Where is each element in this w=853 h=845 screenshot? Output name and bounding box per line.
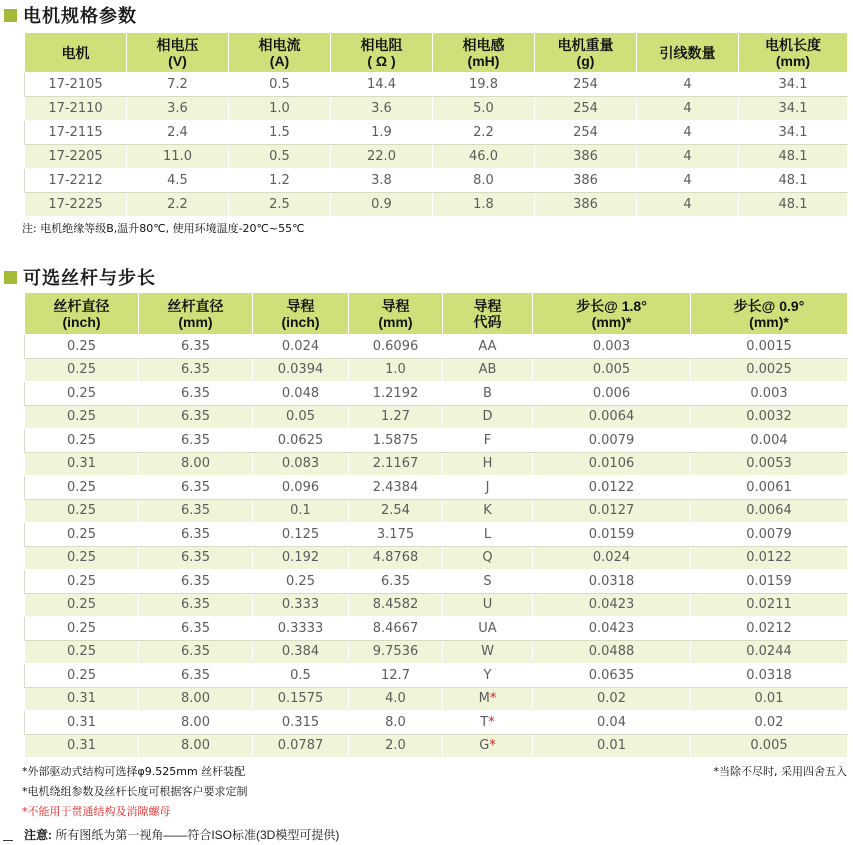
table-cell: 0.024 (533, 546, 691, 570)
column-header-line1: 相电流 (258, 36, 301, 53)
column-header-line1: 导程 (381, 297, 410, 314)
table-cell: 46.0 (433, 145, 535, 169)
table-cell: 0.0159 (691, 570, 848, 594)
table-cell: 2.2 (433, 121, 535, 145)
table-row (25, 145, 848, 169)
column-header (331, 33, 433, 73)
table-cell: 2.4 (127, 121, 229, 145)
table-row (25, 73, 848, 97)
table-cell: 11.0 (127, 145, 229, 169)
table-cell: 0.0787 (253, 734, 349, 758)
table-cell: 0.0032 (691, 405, 848, 429)
table-cell: 0.0064 (533, 405, 691, 429)
column-header-line2: (mm) (378, 313, 413, 330)
table-row (25, 193, 848, 217)
table-cell: 6.35 (139, 358, 253, 382)
table-cell: 0.25 (25, 664, 139, 688)
table-cell: H (443, 452, 533, 476)
table-cell: 6.35 (139, 382, 253, 406)
table-cell: 0.0122 (691, 546, 848, 570)
column-header (127, 33, 229, 73)
table-row (25, 570, 848, 594)
motor-spec-table (24, 32, 848, 217)
table-cell: 0.02 (691, 711, 848, 735)
table-cell: AA (443, 335, 533, 359)
table-cell: 0.333 (253, 593, 349, 617)
table-cell: 4.0 (349, 687, 443, 711)
column-header-line1: 电机长度 (765, 36, 821, 53)
table-cell: 1.27 (349, 405, 443, 429)
table-cell: 0.25 (25, 382, 139, 406)
table-cell: 0.125 (253, 523, 349, 547)
table-cell: 0.1 (253, 499, 349, 523)
column-header-line1: 引线数量 (659, 44, 716, 61)
table-cell: 0.01 (691, 687, 848, 711)
table-row (25, 546, 848, 570)
column-header-line2: (mm) (178, 313, 213, 330)
table-cell: 4 (637, 97, 739, 121)
table-cell: 0.25 (25, 476, 139, 500)
table-cell: 0.083 (253, 452, 349, 476)
table-cell: 0.0244 (691, 640, 848, 664)
table-cell: 0.384 (253, 640, 349, 664)
table-cell: 0.0064 (691, 499, 848, 523)
table-cell: 0.0394 (253, 358, 349, 382)
table-row (25, 405, 848, 429)
table-cell: L (443, 523, 533, 547)
table-cell: 4 (637, 73, 739, 97)
column-header-line2: (V) (168, 52, 187, 69)
section-title-text: 可选丝杆与步长 (23, 268, 156, 288)
table-cell: K (443, 499, 533, 523)
column-header-line2: (g) (576, 52, 595, 69)
table-cell: 6.35 (139, 405, 253, 429)
table-cell: 0.0211 (691, 593, 848, 617)
table-cell: 0.25 (25, 617, 139, 641)
table-cell: 0.31 (25, 687, 139, 711)
table-cell: W (443, 640, 533, 664)
table-row (25, 358, 848, 382)
table-cell: 0.003 (533, 335, 691, 359)
section-title-lead-screw (4, 264, 156, 290)
table-cell: 1.0 (229, 97, 331, 121)
table-cell: 0.25 (25, 640, 139, 664)
column-header (253, 293, 349, 335)
table-cell: 8.00 (139, 734, 253, 758)
table-cell: 254 (535, 73, 637, 97)
table-row (25, 476, 848, 500)
table-cell: Q (443, 546, 533, 570)
footer-text: 所有图纸为第一视角——符合ISO标准(3D模型可提供) (52, 828, 340, 842)
table-cell: 3.6 (127, 97, 229, 121)
table-cell: 2.4384 (349, 476, 443, 500)
asterisk-mark: * (488, 714, 495, 730)
table-cell: 386 (535, 145, 637, 169)
column-header-line1: 丝杆直径 (53, 297, 110, 314)
table-row (25, 97, 848, 121)
table-cell: 22.0 (331, 145, 433, 169)
table-row (25, 617, 848, 641)
table-cell: U (443, 593, 533, 617)
table-cell: 0.25 (25, 429, 139, 453)
table-cell: M* (443, 687, 533, 711)
table-cell: 6.35 (139, 593, 253, 617)
table-row (25, 382, 848, 406)
table-cell: 0.0122 (533, 476, 691, 500)
table-cell: 8.0 (433, 169, 535, 193)
table-cell: 0.192 (253, 546, 349, 570)
column-header-line2: (mm)* (591, 313, 632, 330)
table-cell: 19.8 (433, 73, 535, 97)
table-cell: T* (443, 711, 533, 735)
table-cell: 12.7 (349, 664, 443, 688)
table-cell: 0.25 (253, 570, 349, 594)
column-header (691, 293, 848, 335)
table-cell: 0.25 (25, 335, 139, 359)
table-cell: 8.0 (349, 711, 443, 735)
table-cell: 0.0212 (691, 617, 848, 641)
table-cell: 2.54 (349, 499, 443, 523)
table-cell: 0.25 (25, 593, 139, 617)
footer-label: 注意: (24, 828, 52, 842)
table-cell: 1.8 (433, 193, 535, 217)
table-row (25, 499, 848, 523)
table-cell: 2.1167 (349, 452, 443, 476)
table-cell: F (443, 429, 533, 453)
table-cell: AB (443, 358, 533, 382)
table-row (25, 640, 848, 664)
table-cell: 0.0635 (533, 664, 691, 688)
table-cell: 0.0423 (533, 617, 691, 641)
table-cell: 8.00 (139, 711, 253, 735)
table-cell: 0.0015 (691, 335, 848, 359)
column-header (433, 33, 535, 73)
note-external-drive: *外部驱动式结构可选择φ9.525mm 丝杆装配 (22, 765, 246, 778)
asterisk-mark: * (489, 738, 496, 754)
table-cell: J (443, 476, 533, 500)
table-cell: 6.35 (139, 476, 253, 500)
table-cell: 0.003 (691, 382, 848, 406)
table-row (25, 664, 848, 688)
table-cell: 0.25 (25, 546, 139, 570)
table-cell: 4 (637, 145, 739, 169)
lead-screw-table (24, 292, 848, 758)
section-bullet-icon (4, 9, 17, 22)
table-row (25, 523, 848, 547)
table-cell: 0.3333 (253, 617, 349, 641)
table-header-row (25, 33, 848, 73)
column-header (443, 293, 533, 335)
table-cell: 0.0625 (253, 429, 349, 453)
table-cell: 6.35 (139, 617, 253, 641)
column-header-line1: 步长@ 1.8° (576, 297, 647, 314)
table-cell: 0.006 (533, 382, 691, 406)
table-row (25, 452, 848, 476)
table-cell: 1.2192 (349, 382, 443, 406)
table-cell: 6.35 (139, 664, 253, 688)
table-cell: 8.4667 (349, 617, 443, 641)
table-cell: 3.175 (349, 523, 443, 547)
table-cell: 386 (535, 193, 637, 217)
note-rounding: *当除不尽时, 采用四舍五入 (713, 765, 847, 778)
table-cell: 6.35 (139, 499, 253, 523)
table-cell: 4 (637, 169, 739, 193)
section-bullet-icon (4, 271, 17, 284)
column-header (739, 33, 848, 73)
table-cell: 1.5 (229, 121, 331, 145)
column-header (535, 33, 637, 73)
table-cell: 0.0318 (691, 664, 848, 688)
table-row (25, 711, 848, 735)
table-cell: 9.7536 (349, 640, 443, 664)
table-cell: 0.0488 (533, 640, 691, 664)
table-cell: 4 (637, 121, 739, 145)
table-cell: 1.2 (229, 169, 331, 193)
table-cell: 0.0423 (533, 593, 691, 617)
table-cell: 1.5875 (349, 429, 443, 453)
table-cell: 5.0 (433, 97, 535, 121)
table-cell: 2.2 (127, 193, 229, 217)
motor-spec-note: 注: 电机绝缘等级B,温升80℃, 使用环境温度-20℃~55℃ (22, 222, 305, 235)
table-cell: 0.004 (691, 429, 848, 453)
asterisk-mark: * (489, 691, 497, 707)
table-row (25, 734, 848, 758)
table-cell: 4 (637, 193, 739, 217)
table-cell: 0.0025 (691, 358, 848, 382)
table-cell: 0.04 (533, 711, 691, 735)
note-custom-winding: *电机绕组参数及丝杆长度可根据客户要求定制 (22, 785, 248, 798)
table-cell: 6.35 (139, 546, 253, 570)
section-title-motor-specs (4, 2, 137, 28)
table-cell: 6.35 (349, 570, 443, 594)
table-cell: 34.1 (739, 73, 848, 97)
table-cell: 6.35 (139, 429, 253, 453)
table-cell: 8.00 (139, 687, 253, 711)
table-cell: 17-2225 (25, 193, 127, 217)
table-cell: Y (443, 664, 533, 688)
table-cell: 3.8 (331, 169, 433, 193)
column-header-line2: 代码 (473, 313, 502, 330)
column-header-line1: 相电感 (462, 36, 505, 53)
column-header-line1: 相电阻 (360, 36, 403, 53)
table-cell: 0.005 (533, 358, 691, 382)
footer-note (24, 826, 339, 843)
table-cell: 0.005 (691, 734, 848, 758)
table-row (25, 429, 848, 453)
table-cell: 0.0053 (691, 452, 848, 476)
table-cell: 0.25 (25, 570, 139, 594)
table-cell: 0.05 (253, 405, 349, 429)
table-cell: 0.096 (253, 476, 349, 500)
table-cell: 0.6096 (349, 335, 443, 359)
table-cell: 17-2110 (25, 97, 127, 121)
column-header-line2: (A) (269, 52, 290, 69)
page-mark (3, 840, 13, 841)
table-row (25, 169, 848, 193)
table-row (25, 121, 848, 145)
table-row (25, 335, 848, 359)
table-cell: 4.8768 (349, 546, 443, 570)
column-header (25, 293, 139, 335)
note-warning: *不能用于贯通结构及消隙螺母 (22, 805, 171, 818)
column-header-line1: 步长@ 0.9° (733, 297, 805, 314)
column-header-line1: 电机重量 (557, 36, 614, 53)
table-cell: 0.25 (25, 405, 139, 429)
table-cell: 0.0159 (533, 523, 691, 547)
table-cell: 0.5 (229, 145, 331, 169)
table-cell: 0.25 (25, 523, 139, 547)
table-cell: 6.35 (139, 570, 253, 594)
table-cell: B (443, 382, 533, 406)
column-header-line2: (mH) (467, 52, 500, 69)
table-cell: 0.5 (253, 664, 349, 688)
table-cell: 0.0106 (533, 452, 691, 476)
table-cell: 34.1 (739, 97, 848, 121)
column-header-line2: ( Ω ) (367, 52, 396, 69)
table-cell: 1.9 (331, 121, 433, 145)
table-cell: 2.5 (229, 193, 331, 217)
column-header-line1: 电机 (61, 44, 90, 61)
table-cell: 4.5 (127, 169, 229, 193)
table-row (25, 593, 848, 617)
table-cell: 17-2105 (25, 73, 127, 97)
table-cell: 0.25 (25, 499, 139, 523)
column-header-line2: (inch) (62, 313, 101, 330)
table-cell: 17-2212 (25, 169, 127, 193)
column-header-line1: 丝杆直径 (167, 297, 224, 314)
table-cell: 0.02 (533, 687, 691, 711)
table-cell: 254 (535, 121, 637, 145)
table-cell: 6.35 (139, 523, 253, 547)
table-cell: 6.35 (139, 335, 253, 359)
column-header-line1: 相电压 (156, 36, 199, 53)
table-cell: 14.4 (331, 73, 433, 97)
column-header (533, 293, 691, 335)
table-cell: 0.5 (229, 73, 331, 97)
table-cell: 1.0 (349, 358, 443, 382)
table-cell: 6.35 (139, 640, 253, 664)
table-cell: 17-2115 (25, 121, 127, 145)
table-cell: 0.25 (25, 358, 139, 382)
table-cell: 0.31 (25, 452, 139, 476)
table-cell: 34.1 (739, 121, 848, 145)
table-cell: 7.2 (127, 73, 229, 97)
table-cell: 254 (535, 97, 637, 121)
table-cell: 2.0 (349, 734, 443, 758)
table-cell: 0.31 (25, 711, 139, 735)
column-header (229, 33, 331, 73)
table-cell: 0.0127 (533, 499, 691, 523)
table-cell: 8.4582 (349, 593, 443, 617)
table-cell: 0.31 (25, 734, 139, 758)
table-cell: 0.024 (253, 335, 349, 359)
table-cell: 48.1 (739, 193, 848, 217)
table-cell: 48.1 (739, 145, 848, 169)
column-header-line2: (mm)* (749, 313, 789, 330)
table-cell: 0.0318 (533, 570, 691, 594)
table-cell: 0.01 (533, 734, 691, 758)
table-cell: 3.6 (331, 97, 433, 121)
table-cell: G* (443, 734, 533, 758)
table-cell: 0.0061 (691, 476, 848, 500)
column-header (25, 33, 127, 73)
table-cell: 0.048 (253, 382, 349, 406)
column-header-line2: (inch) (281, 313, 320, 330)
column-header-line2: (mm) (775, 52, 811, 69)
table-cell: 0.0079 (533, 429, 691, 453)
table-cell: 0.315 (253, 711, 349, 735)
table-cell: 386 (535, 169, 637, 193)
column-header (139, 293, 253, 335)
column-header-line1: 导程 (286, 297, 315, 314)
table-cell: S (443, 570, 533, 594)
column-header (349, 293, 443, 335)
table-cell: 0.1575 (253, 687, 349, 711)
column-header-line1: 导程 (473, 297, 502, 314)
table-cell: 48.1 (739, 169, 848, 193)
table-cell: 0.0079 (691, 523, 848, 547)
table-cell: D (443, 405, 533, 429)
table-header-row (25, 293, 848, 335)
column-header (637, 33, 739, 73)
table-cell: 8.00 (139, 452, 253, 476)
table-row (25, 687, 848, 711)
section-title-text: 电机规格参数 (23, 6, 137, 26)
table-cell: UA (443, 617, 533, 641)
table-cell: 0.9 (331, 193, 433, 217)
table-cell: 17-2205 (25, 145, 127, 169)
